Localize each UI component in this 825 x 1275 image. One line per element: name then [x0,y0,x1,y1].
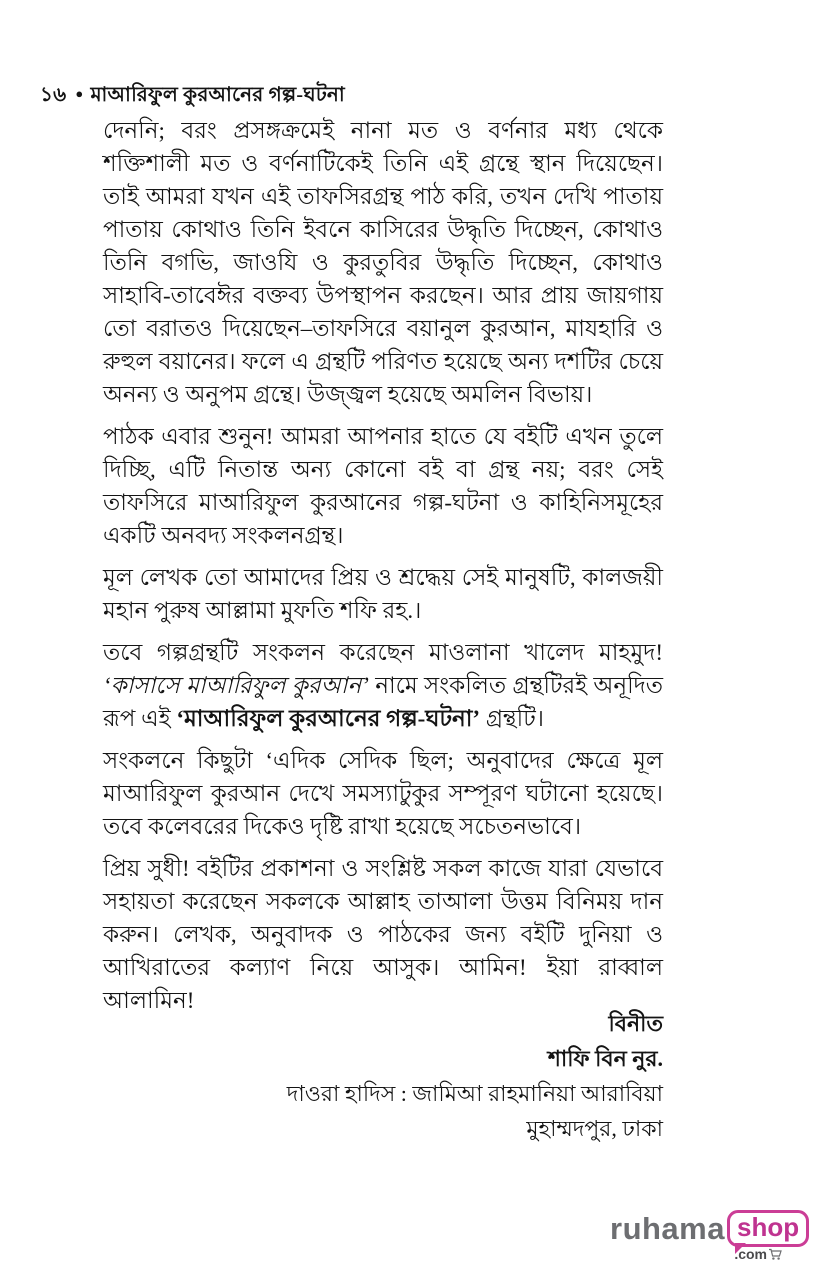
paragraph-segment: গ্রন্থটি। [480,706,544,731]
page-number: ১৬ [40,84,67,106]
paragraph [103,852,663,1017]
paragraph-segment: দেননি; বরং প্রসঙ্গক্রমেই নানা মত ও বর্ণনার মধ্য থেকে শক্তিশালী মত ও বর্ণনাটিকেই তিনি এই গ্রন্থে স্থান দিয়েছেন। তাই আমরা যখন এই তাফসিরগ্রন্থ পাঠ করি, তখন দেখি পাতায় পাতায় কোথাও তিনি ইবনে কাসিরের উদ্ধৃতি দিচ্ছেন, কোথাও তিনি বগভি, জাওযি ও কুরতুবির উদ্ধৃতি দিচ্ছেন, কোথাও সাহাবি-তাবেঈর বক্তব্য উপস্থাপন করছেন। আর প্রায় জায়গায় তো বরাতও দিয়েছেন–তাফসিরে বয়ানুল কুরআন, মাযহারি ও রুহুল বয়ানের। ফলে এ গ্রন্থটি পরিণত হয়েছে অন্য দশটির চেয়ে অনন্য ও অনুপম গ্রন্থে। উজ্জ্বল হয়েছে অমলিন বিভায়। [103,118,663,407]
paragraph-segment: প্রিয় সুধী! বইটির প্রকাশনা ও সংশ্লিষ্ট সকল কাজে যারা যেভাবে সহায়তা করেছেন সকলকে আল্লাহ তাআলা উত্তম বিনিময় দান করুন। লেখক, অনুবাদক ও পাঠকের জন্য বইটি দুনিয়া ও আখিরাতের কল্যাণ নিয়ে আসুক। আমিন! ইয়া রাব্বাল আলামিন! [103,856,663,1013]
signature-salutation: বিনীত [608,1011,663,1036]
paragraph-segment: ‘কাসাসে মাআরিফুল কুরআন’ [103,673,369,698]
signature-name: শাফি বিন নুর. [547,1046,663,1071]
watermark-row [610,1210,810,1247]
bullet-separator: ● [75,86,84,101]
paragraph [103,744,663,843]
paragraph [103,636,663,735]
paragraph-segment: ‘মাআরিফুল কুরআনের গল্প-ঘটনা’ [176,706,481,731]
ruhamashop-watermark [610,1210,810,1268]
paragraph-segment: নামে সংকলিত গ্রন্থটিরই অনূদিত রূপ এই [103,673,663,731]
body-text [103,114,663,1026]
paragraph-segment: মূল লেখক তো আমাদের প্রিয় ও শ্রদ্ধেয় সেই মানুষটি, কালজয়ী মহান পুরুষ আল্লামা মুফতি শফি রহ.। [103,565,663,623]
signature-institution: দাওরা হাদিস : জামিআ রাহমানিয়া আরাবিয়া [286,1081,663,1106]
brand-text: ruhama [610,1211,725,1246]
paragraph-segment: পাঠক এবার শুনুন! আমরা আপনার হাতে যে বইটি এখন তুলে দিচ্ছি, এটি নিতান্ত অন্য কোনো বই বা গ্রন্থ নয়; বরং সেই তাফসিরে মাআরিফুল কুরআনের গল্প-ঘটনা ও কাহিনিসমূহের একটি অনবদ্য সংকলনগ্রন্থ। [103,424,663,548]
paragraph-segment: সংকলনে কিছুটা ‘এদিক সেদিক ছিল; অনুবাদের ক্ষেত্রে মূল মাআরিফুল কুরআন দেখে সমস্যাটুকুর সম্পূরণ ঘটানো হয়েছে। তবে কলেবরের দিকেও দৃষ্টি রাখা হয়েছে সচেতনভাবে। [103,748,663,839]
signature-location: মুহাম্মদপুর, ঢাকা [526,1116,663,1141]
shop-text: shop [736,1212,800,1242]
running-header [40,80,345,113]
paragraph-segment: তবে গল্পগ্রন্থটি সংকলন করেছেন মাওলানা খালেদ মাহমুদ! [103,640,663,665]
paragraph [103,114,663,411]
signature-block [287,1006,663,1146]
paragraph [103,420,663,552]
cart-icon [768,1248,782,1261]
book-title: মাআরিফুল কুরআনের গল্প-ঘটনা [90,84,345,106]
domain-row [734,1246,782,1262]
shop-bubble [727,1210,809,1247]
domain-text: .com [734,1246,767,1262]
paragraph [103,561,663,627]
